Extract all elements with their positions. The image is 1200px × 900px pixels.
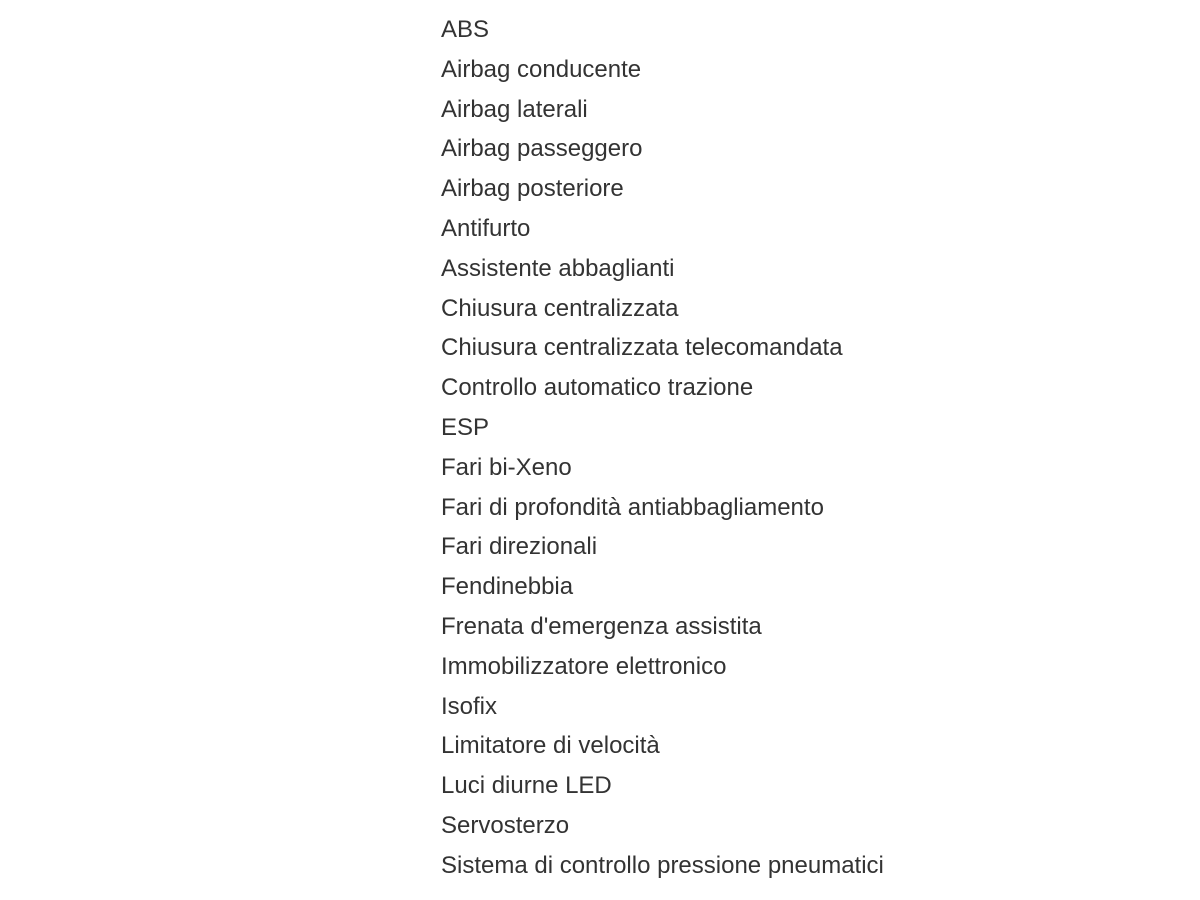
list-item: Isofix [441, 692, 498, 720]
list-item: Airbag passeggero [441, 135, 643, 163]
list-item: Limitatore di velocità [441, 732, 660, 760]
list-item: Fari bi-Xeno [441, 453, 572, 481]
list-item: Fari direzionali [441, 533, 598, 561]
list-item: ABS [441, 16, 490, 43]
list-item: Sistema di controllo pressione pneumatici [441, 851, 884, 879]
list-item: Antifurto [441, 214, 531, 242]
list-item: Airbag conducente [441, 55, 642, 83]
list-item: Chiusura centralizzata telecomandata [441, 334, 843, 362]
feature-list [441, 10, 884, 886]
list-item: Airbag laterali [441, 95, 588, 123]
list-item: Immobilizzatore elettronico [441, 652, 727, 680]
list-item: Luci diurne LED [441, 772, 612, 800]
list-item: Controllo automatico trazione [441, 374, 754, 402]
list-item: Fari di profondità antiabbagliamento [441, 493, 824, 521]
list-item: Assistente abbaglianti [441, 254, 675, 282]
list-item: Airbag posteriore [441, 175, 624, 203]
list-item: Frenata d'emergenza assistita [441, 612, 762, 640]
list-item: Chiusura centralizzata [441, 294, 679, 322]
list-item: ESP [441, 413, 490, 441]
list-item: Servosterzo [441, 811, 570, 839]
list-item: Fendinebbia [441, 573, 574, 601]
